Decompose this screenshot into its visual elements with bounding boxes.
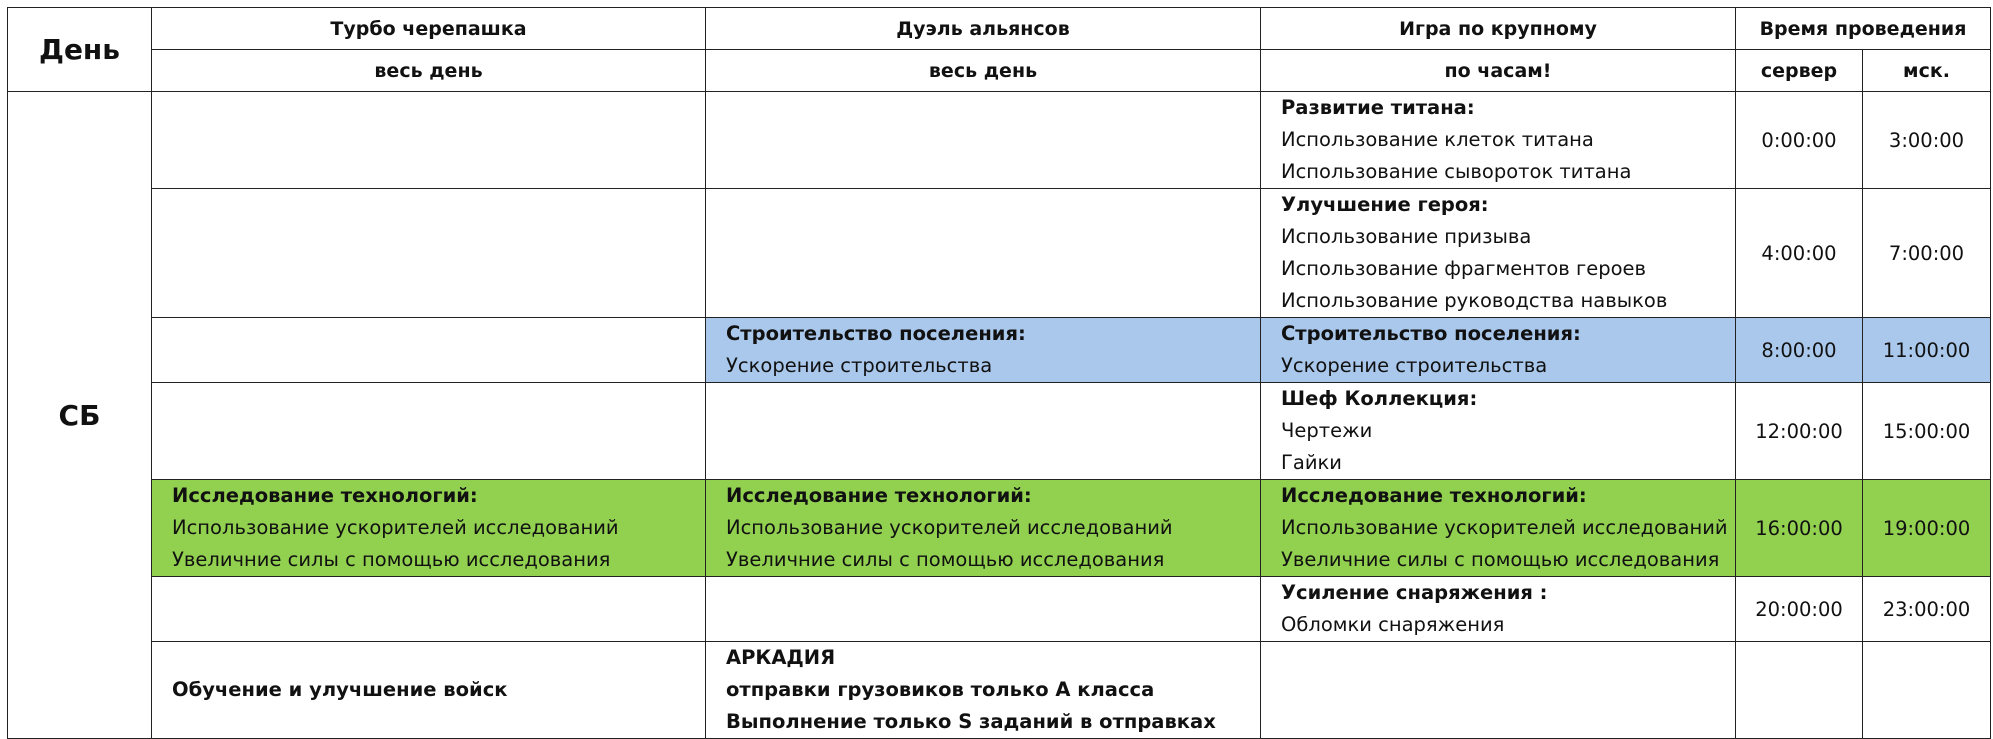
row1-server: 4:00:00 — [1736, 189, 1863, 318]
cell-line: Использование фрагментов героев — [1281, 257, 1647, 280]
header-col2-sub: весь день — [706, 50, 1261, 92]
cell-title: Развитие титана: — [1281, 96, 1475, 119]
cell-title: Обучение и улучшение войск — [172, 678, 508, 701]
row4-msk: 19:00:00 — [1863, 480, 1991, 577]
row6-server — [1736, 642, 1863, 739]
row1-col2 — [706, 189, 1261, 318]
cell-line: Увеличние силы с помощью исследования — [726, 548, 1165, 571]
table-row — [8, 189, 1991, 318]
row2-col3 — [1261, 318, 1736, 383]
schedule-table — [7, 7, 1991, 739]
header-col1: Турбо черепашка — [152, 8, 706, 50]
row0-col3 — [1261, 92, 1736, 189]
row4-col1 — [152, 480, 706, 577]
table-row — [8, 92, 1991, 189]
cell-line: Использование сывороток титана — [1281, 160, 1632, 183]
row5-col1 — [152, 577, 706, 642]
cell-line: Использование ускорителей исследований — [726, 516, 1173, 539]
row5-server: 20:00:00 — [1736, 577, 1863, 642]
cell-line: Выполнение только S заданий в отправках — [726, 710, 1216, 733]
table-row — [8, 642, 1991, 739]
row2-col1 — [152, 318, 706, 383]
cell-title: Строительство поселения: — [1281, 322, 1581, 345]
cell-line: Обломки снаряжения — [1281, 613, 1505, 636]
cell-title: Строительство поселения: — [726, 322, 1026, 345]
header-col3: Игра по крупному — [1261, 8, 1736, 50]
cell-line: Увеличние силы с помощью исследования — [1281, 548, 1720, 571]
cell-line: Использование руководства навыков — [1281, 289, 1668, 312]
row5-msk: 23:00:00 — [1863, 577, 1991, 642]
table-row — [8, 577, 1991, 642]
row1-msk: 7:00:00 — [1863, 189, 1991, 318]
header-day: День — [8, 8, 152, 92]
cell-line: Ускорение строительства — [726, 354, 993, 377]
row3-server: 12:00:00 — [1736, 383, 1863, 480]
cell-line: Ускорение строительства — [1281, 354, 1548, 377]
cell-title: Исследование технологий: — [1281, 484, 1587, 507]
row2-server: 8:00:00 — [1736, 318, 1863, 383]
header-col3-sub: по часам! — [1261, 50, 1736, 92]
row0-col2 — [706, 92, 1261, 189]
header-col1-sub: весь день — [152, 50, 706, 92]
row0-server: 0:00:00 — [1736, 92, 1863, 189]
row3-msk: 15:00:00 — [1863, 383, 1991, 480]
row6-col3 — [1261, 642, 1736, 739]
cell-line: отправки грузовиков только А класса — [726, 678, 1155, 701]
cell-line: Использование клеток титана — [1281, 128, 1594, 151]
row1-col1 — [152, 189, 706, 318]
header-col2: Дуэль альянсов — [706, 8, 1261, 50]
row1-col3 — [1261, 189, 1736, 318]
row4-server: 16:00:00 — [1736, 480, 1863, 577]
row0-col1 — [152, 92, 706, 189]
header-time: Время проведения — [1736, 8, 1991, 50]
cell-line: Чертежи — [1281, 419, 1373, 442]
row4-col2 — [706, 480, 1261, 577]
row2-msk: 11:00:00 — [1863, 318, 1991, 383]
cell-title: Шеф Коллекция: — [1281, 387, 1478, 410]
row6-msk — [1863, 642, 1991, 739]
cell-line: Увеличние силы с помощью исследования — [172, 548, 611, 571]
cell-title: Исследование технологий: — [726, 484, 1032, 507]
row4-col3 — [1261, 480, 1736, 577]
row3-col2 — [706, 383, 1261, 480]
row0-msk: 3:00:00 — [1863, 92, 1991, 189]
cell-line: Использование призыва — [1281, 225, 1532, 248]
day-label: СБ — [8, 92, 152, 739]
table-row — [8, 480, 1991, 577]
row2-col2 — [706, 318, 1261, 383]
header-msk: мск. — [1863, 50, 1991, 92]
row3-col1 — [152, 383, 706, 480]
cell-title: АРКАДИЯ — [726, 646, 836, 669]
row5-col2 — [706, 577, 1261, 642]
cell-line: Гайки — [1281, 451, 1342, 474]
row5-col3 — [1261, 577, 1736, 642]
cell-title: Исследование технологий: — [172, 484, 478, 507]
cell-title: Усиление снаряжения : — [1281, 581, 1548, 604]
header-server: сервер — [1736, 50, 1863, 92]
table-row — [8, 383, 1991, 480]
row3-col3 — [1261, 383, 1736, 480]
row6-col1 — [152, 642, 706, 739]
cell-line: Использование ускорителей исследований — [172, 516, 619, 539]
cell-title: Улучшение героя: — [1281, 193, 1489, 216]
row6-col2 — [706, 642, 1261, 739]
cell-line: Использование ускорителей исследований — [1281, 516, 1728, 539]
table-row — [8, 318, 1991, 383]
